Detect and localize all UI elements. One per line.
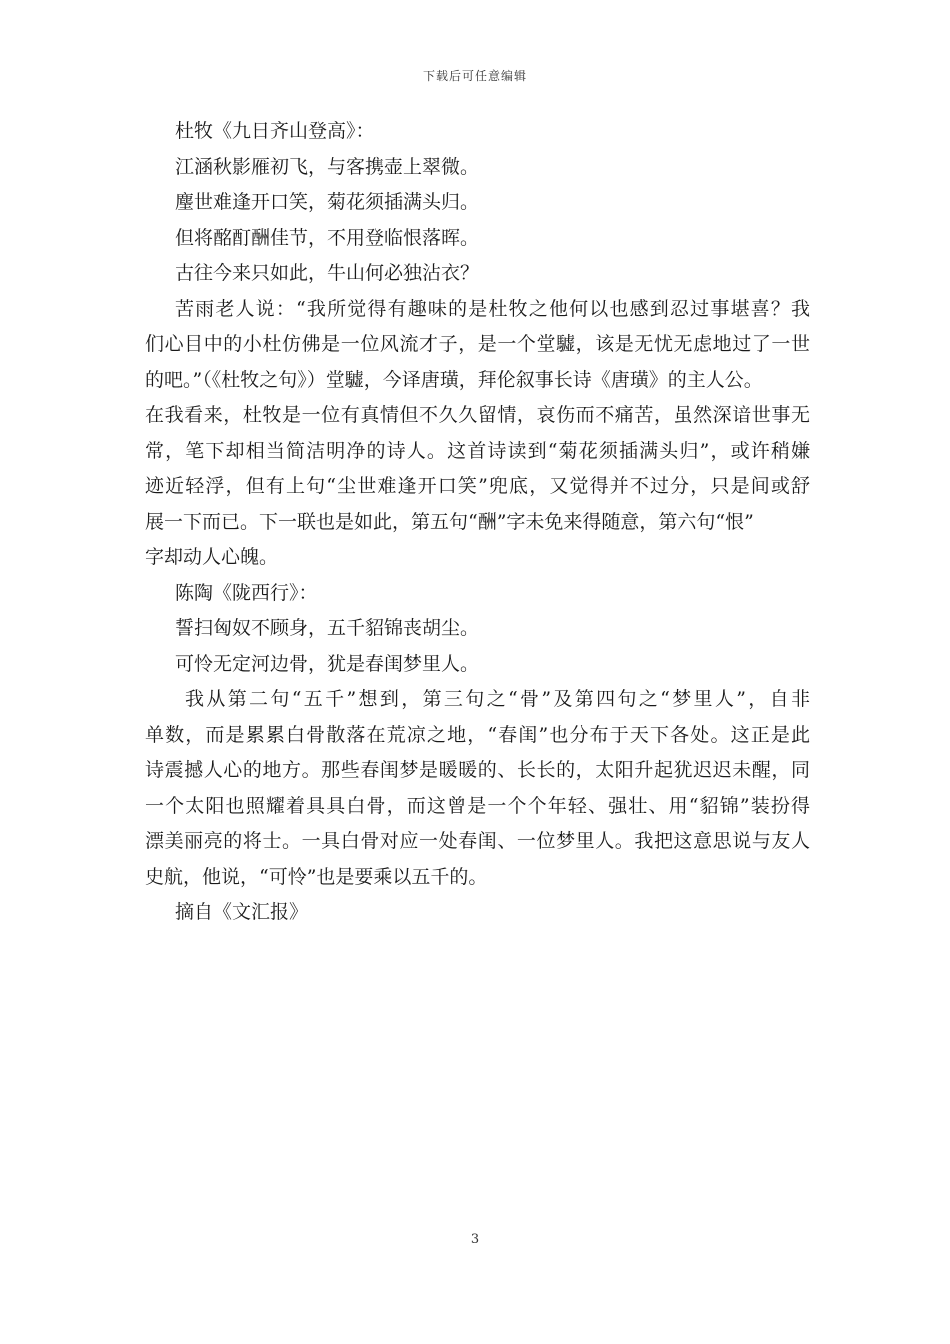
paragraph-line: 字却动人心魄。 xyxy=(145,546,279,568)
paragraph-line: 们心目中的小杜仿佛是一位风流才子，是一个堂驉，该是无忧无虑地过了一世 xyxy=(145,333,810,355)
paragraph-line: 我从第二句“五千”想到，第三句之“骨”及第四句之“梦里人”，自非 xyxy=(185,688,810,710)
poem-title-chentao: 陈陶《陇西行》： xyxy=(175,581,318,604)
poem-line: 可怜无定河边骨，犹是春闺梦里人。 xyxy=(175,652,480,675)
poem-line: 誓扫匈奴不顾身，五千貂锦丧胡尘。 xyxy=(175,617,480,639)
paragraph-line: 一个太阳也照耀着具具白骨，而这曾是一个个年轻、强壮、用“貂锦”装扮得 xyxy=(145,794,810,817)
paragraph-line: 单数，而是累累白骨散落在荒凉之地，“春闺”也分布于天下各处。这正是此 xyxy=(145,723,810,746)
page-number: 3 xyxy=(470,1232,480,1247)
poem-line: 江涵秋影雁初飞，与客携壶上翠微。 xyxy=(175,155,480,178)
poem-title-dumu: 杜牧《九日齐山登高》： xyxy=(175,120,375,142)
paragraph-line: 展一下而已。下一联也是如此，第五句“酬”字未免来得随意，第六句“恨” xyxy=(145,510,754,533)
paragraph-line: 的吧。”（《杜牧之句》）堂驉，今译唐璜，拜伦叙事长诗《唐璜》的主人公。 xyxy=(145,368,763,391)
poem-line: 但将酩酊酬佳节，不用登临恨落晖。 xyxy=(175,226,480,249)
paragraph-line: 诗震撼人心的地方。那些春闺梦是暖暖的、长长的，太阳升起犹迟迟未醒，同 xyxy=(145,759,810,781)
poem-line: 古往今来只如此，牛山何必独沾衣？ xyxy=(175,262,480,284)
paragraph-line: 在我看来，杜牧是一位有真情但不久久留情，哀伤而不痛苦，虽然深谙世事无 xyxy=(145,404,810,426)
source-note: 摘自《文汇报》 xyxy=(175,901,309,923)
paragraph-line: 史航，他说，“可怜”也是要乘以五千的。 xyxy=(145,865,488,888)
poem-line: 麈世难逢开口笑，菊花须插满头归。 xyxy=(175,191,480,213)
paragraph-line: 漂美丽亮的将士。一具白骨对应一处春闺、一位梦里人。我把这意思说与友人 xyxy=(145,830,810,852)
paragraph-line: 迹近轻浮，但有上句“尘世难逢开口笑”兜底，又觉得并不过分，只是间或舒 xyxy=(145,475,810,497)
paragraph-line: 常，笔下却相当简洁明净的诗人。这首诗读到“菊花须插满头归”，或许稍嫌 xyxy=(145,439,810,462)
page-header: 下载后可任意编辑 xyxy=(422,69,527,83)
paragraph-line: 苦雨老人说：“我所觉得有趣味的是杜牧之他何以也感到忍过事堪喜？我 xyxy=(175,297,810,320)
document-body xyxy=(145,114,810,931)
